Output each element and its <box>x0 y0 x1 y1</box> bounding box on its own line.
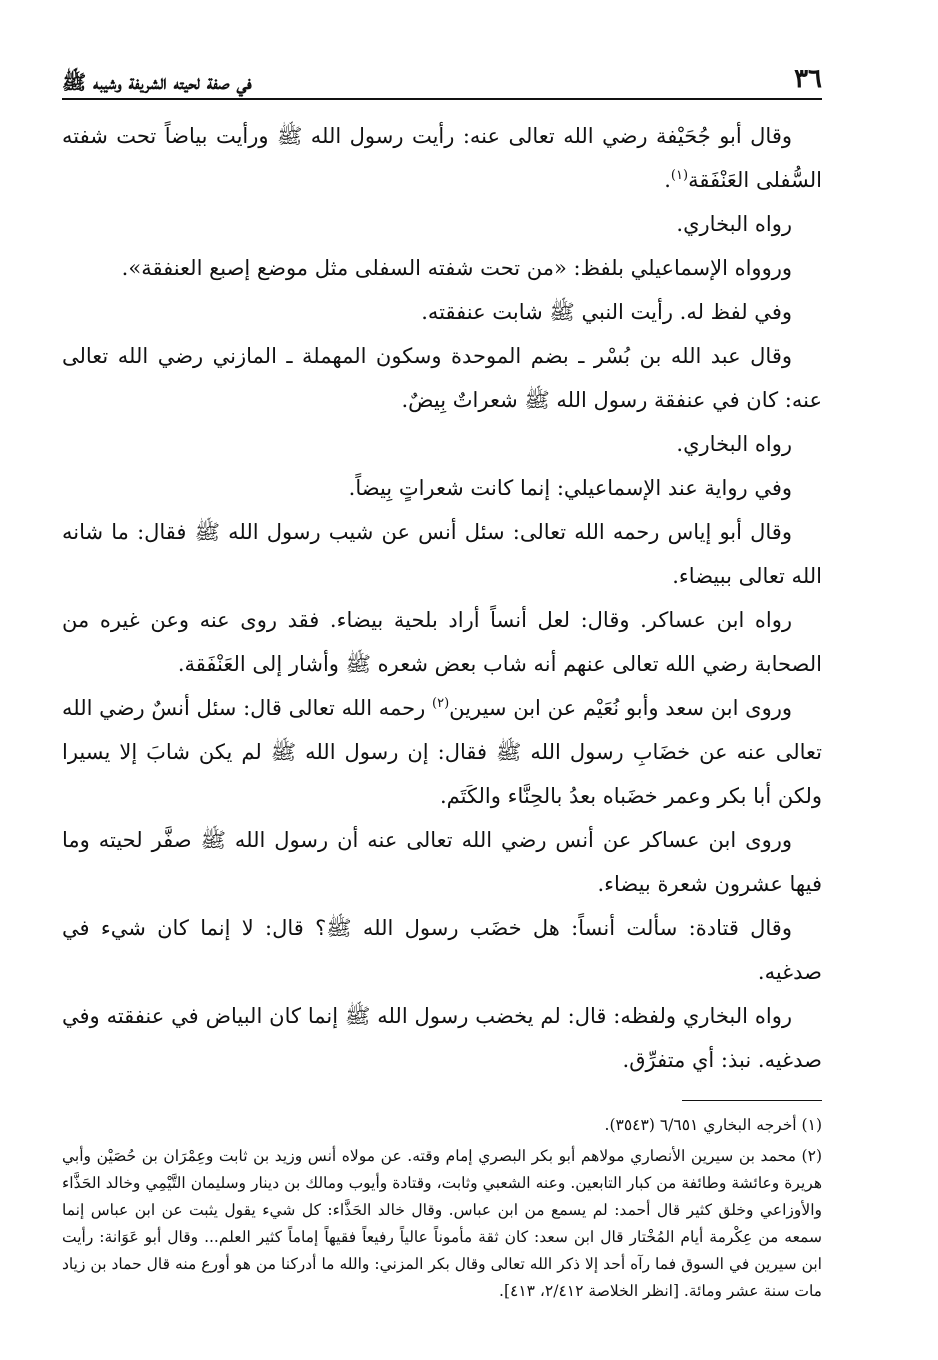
page-header <box>62 50 822 100</box>
paragraph: وفي رواية عند الإسماعيلي: إنما كانت شعراتٍ بِيضاً. <box>348 476 792 500</box>
paragraph: رواه البخاري ولفظه: قال: لم يخضب رسول الله ﷺ إنما كان البياض في عنفقته وفي صدغيه. نبذ: أي متفرِّق. <box>62 1004 822 1072</box>
running-title: في صفة لحيته الشريفة وشيبه ﷺ <box>62 70 252 94</box>
paragraph: وروى ابن عساكر عن أنس رضي الله تعالى عنه أن رسول الله ﷺ صفَّر لحيته وما فيها عشرون شعرة بيضاء. <box>62 828 822 896</box>
footnotes <box>62 1112 822 1309</box>
paragraph: رواه البخاري. <box>676 432 792 456</box>
footnote-text: أخرجه البخاري ٦/٦٥١ (٣٥٤٣). <box>604 1116 797 1134</box>
footnote-ref[interactable]: (١) <box>670 168 689 183</box>
paragraph: رواه البخاري. <box>676 212 792 236</box>
paragraph: وقال أبو إياس رحمه الله تعالى: سئل أنس عن شيب رسول الله ﷺ فقال: ما شانه الله تعالى ببيضاء. <box>62 520 822 588</box>
footnote <box>62 1143 822 1305</box>
paragraph: وروواه الإسماعيلي بلفظ: «من تحت شفته السفلى مثل موضع إصبع العنفقة». <box>121 256 792 280</box>
footnote <box>62 1112 822 1139</box>
paragraph: وقال أبو جُحَيْفة رضي الله تعالى عنه: رأيت رسول الله ﷺ ورأيت بياضاً تحت شفته السُّفلى العَنْفَقة$^{(١)}$. <box>62 124 822 192</box>
footnote-number: (٢) <box>801 1147 822 1165</box>
paragraph: رواه ابن عساكر. وقال: لعل أنساً أراد بلحية بيضاء. فقد روى عنه وعن غيره من الصحابة رضي الله تعالى عنهم أنه شاب بعض شعره ﷺ وأشار إلى العَنْفَقة. <box>62 608 822 676</box>
book-page <box>62 50 822 1330</box>
footnote-ref[interactable]: (٢) <box>432 696 450 711</box>
paragraph: وقال عبد الله بن بُسْر ـ بضم الموحدة وسكون المهملة ـ المازني رضي الله تعالى عنه: كان في عنفقة رسول الله ﷺ شعراتٌ بِيضٌ. <box>62 344 822 412</box>
main-text <box>62 114 822 1082</box>
footnote-number: (١) <box>801 1116 822 1134</box>
paragraph: وروى ابن سعد وأبو نُعَيْم عن ابن سيرين$^{(٢)}$ رحمه الله تعالى قال: سئل أنسٌ رضي الله تعالى عنه عن خضَابِ رسول الله ﷺ فقال: إن رسول الله ﷺ لم يكن شابَ إلا يسيرا ولكن أبا بكر وعمر خضَباه بعدُ بالحِنَّاء والكَتَم. <box>62 696 822 808</box>
paragraph: وقال قتادة: سألت أنساً: هل خضَب رسول الله ﷺ؟ قال: لا إنما كان شيء في صدغيه. <box>62 916 822 984</box>
footnote-separator <box>682 1100 822 1101</box>
paragraph: وفي لفظ له. رأيت النبي ﷺ شابت عنفقته. <box>421 300 792 324</box>
footnote-text: محمد بن سيرين الأنصاري مولاهم أبو بكر البصري إمام وقته. عن مولاه أنس وزيد بن ثابت وعِمْرَان بن حُصَيْن وأبي هريرة وعائشة وطائفة من كبار التابعين. وعنه الشعبي وثابت، وقتادة وأيوب ومالك بن دينار وسليمان التَّيْمِي وخالد الحَذَّاء والأوزاعي وخلق كثير قال أحمد: لم يسمع من ابن عباس. وقال خالد الحَذَّاء: كل شيء يقول يثبت عن ابن عباس إنما سمعه من عِكْرمة أيام المُخْتار قال ابن سعد: كان ثقة مأموناً عالياً رفيعاً فقيهاً إماماً كثير العلم... وقال أبو عَوَانة: رأيت ابن سيرين في السوق فما رآه أحد إلا ذكر الله تعالى وقال بكر المزني: والله ما أدركنا من هو أورع منه قال حماد بن زياد مات سنة عشر ومائة. [انظر الخلاصة ٢/٤١٢، ٤١٣]. <box>62 1147 822 1300</box>
page-number: ٣٦ <box>794 64 822 94</box>
